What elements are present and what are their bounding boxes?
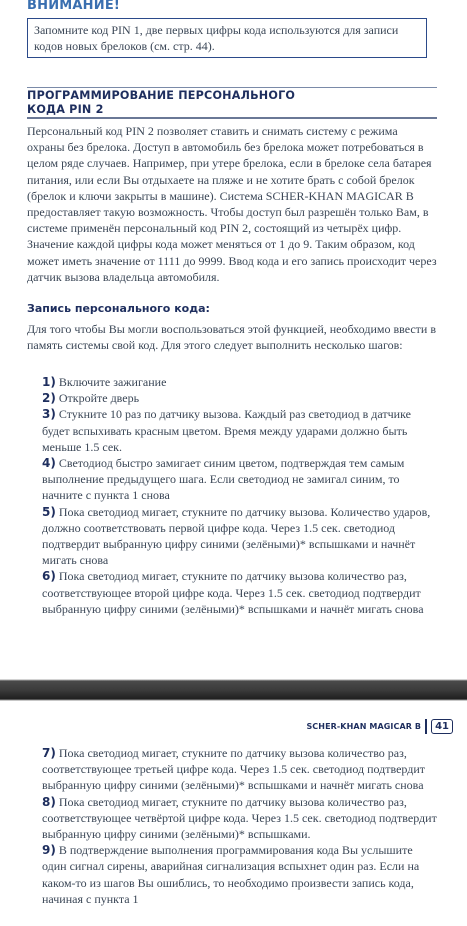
page-number: 41 xyxy=(431,719,453,734)
step-item xyxy=(42,390,437,406)
lead-paragraph: Для того чтобы Вы могли воспользоваться этой функцией, необходимо ввести в память системы свой код. Для этого следует выполнить несколько шагов: xyxy=(27,322,437,353)
record-title: Запись персонального кода: xyxy=(27,302,210,315)
steps-list-page1 xyxy=(42,374,437,617)
section-title-line1: ПРОГРАММИРОВАНИЕ ПЕРСОНАЛЬНОГО xyxy=(27,89,296,102)
step-text: Пока светодиод мигает, стукните по датчику вызова. Количество ударов, должно соответствовать первой цифре кода. Через 1.5 сек. светодиод подтвердит выбранную цифру синими (зелёными)* вспышками и начнёт мигать снова xyxy=(42,504,431,568)
step-number: 4) xyxy=(42,456,56,471)
step-text: Пока светодиод мигает, стукните по датчику вызова количество раз, соответствующее третьей цифре кода. Через 1.5 сек. светодиод подтвердит выбранную цифру синими (зелёными)* вспышками и начнёт мигать снова xyxy=(42,746,426,793)
warning-title: ВНИМАНИЕ! xyxy=(27,0,121,13)
step-number: 3) xyxy=(42,407,56,422)
step-item xyxy=(42,374,437,390)
section-title xyxy=(27,87,437,119)
page-header xyxy=(306,718,453,734)
step-number: 7) xyxy=(42,746,56,760)
step-item xyxy=(42,455,437,504)
step-number: 1) xyxy=(42,375,56,389)
steps-list-page2 xyxy=(42,745,437,907)
intro-paragraph: Персональный код PIN 2 позволяет ставить и снимать систему с режима охраны без брелока. Доступ в автомобиль без брелока может потребоваться в целом ряде случаев. Например, при утере брелока, если в брелоке села батарея питания, или если Вы отдыхаете на пляже и не хотите брать с собой брелок (брелок и ключи закрыты в машине). Система SCHER-KHAN MAGICAR B предоставляет такую возможность. Чтобы доступ был разрешён только Вам, в системе применён персональный код PIN 2, состоящий из четырёх цифр. Значение каждой цифры кода может меняться от 1 до 9. Таким образом, код может иметь значение от 1111 до 9999. Ввод кода и его запись происходит через датчик вызова владельца автомобиля. xyxy=(27,124,437,284)
step-item xyxy=(42,794,437,843)
step-text: Пока светодиод мигает, стукните по датчику вызова количество раз, соответствующее четвёртой цифре кода. Через 1.5 сек. светодиод подтвердит выбранную цифру синими (зелёными)* вспышками. xyxy=(42,794,437,842)
step-text: Пока светодиод мигает, стукните по датчику вызова количество раз, соответствующее второй цифре кода. Через 1.5 сек. светодиод подтвердит выбранную цифру синими (зелёными)* вспышками и начнёт мигать снова xyxy=(42,569,424,616)
manual-page-bottom xyxy=(0,701,467,926)
step-item xyxy=(42,406,437,455)
page-separator xyxy=(0,679,467,701)
step-number: 8) xyxy=(42,794,56,809)
step-text: Включите зажигание xyxy=(58,375,167,389)
step-number: 5) xyxy=(42,504,56,519)
step-number: 6) xyxy=(42,569,56,584)
step-text: Стукните 10 раз по датчику вызова. Каждый раз светодиод в датчике будет вспыхивать красным цветом. Время между ударами должно быть меньше 1.5 сек. xyxy=(42,407,411,454)
step-item xyxy=(42,504,437,569)
step-text: Светодиод быстро замигает синим цветом, подтверждая тем самым выполнение предыдущего шага. Если светодиод не замигал синим, то начните с пункта 1 снова xyxy=(42,456,405,503)
step-item xyxy=(42,842,437,907)
header-divider xyxy=(425,719,427,734)
warning-box: Запомните код PIN 1, две первых цифры кода используются для записи кодов новых брелоков (см. стр. 44). xyxy=(27,18,427,58)
step-number: 9) xyxy=(42,843,56,858)
step-item xyxy=(42,745,437,794)
step-item xyxy=(42,568,437,617)
step-text: Откройте дверь xyxy=(58,391,140,406)
brand-label: SCHER-KHAN MAGICAR B xyxy=(306,721,422,731)
step-text: В подтверждение выполнения программирования кода Вы услышите один сигнал сирены, аварийная сигнализация вспыхнет один раз. Если на каком-то из шагов Вы ошиблись, то необходимо произвести запись кода, начиная с пункта 1 xyxy=(42,843,420,906)
section-underline xyxy=(27,117,437,119)
step-number: 2) xyxy=(42,391,56,406)
section-title-line2: КОДА PIN 2 xyxy=(27,103,104,116)
